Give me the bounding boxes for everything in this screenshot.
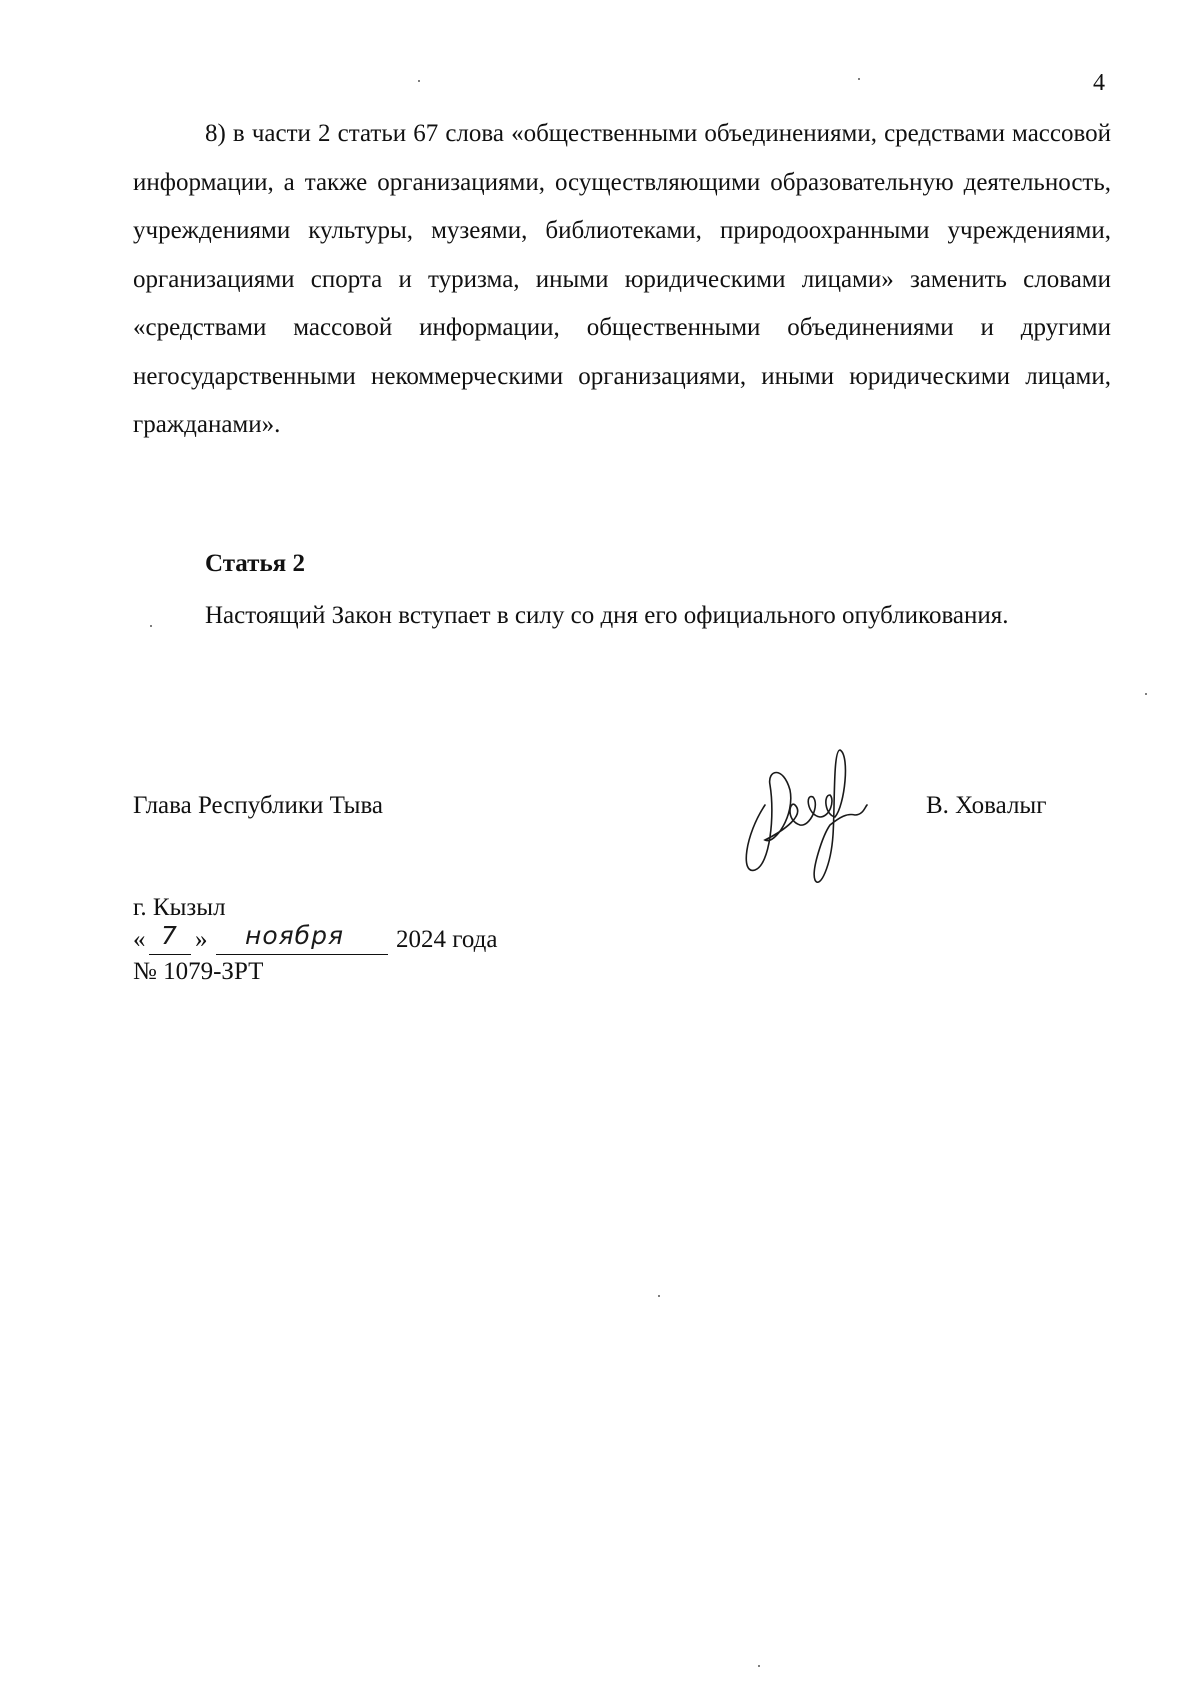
- article2-paragraph: Настоящий Закон вступает в силу со дня его официального опубликования.: [205, 602, 1009, 629]
- signer-title: Глава Республики Тыва: [133, 792, 384, 819]
- scan-speck: [150, 625, 152, 627]
- date-close-quote: »: [195, 926, 208, 953]
- city-label: г. Кызыл: [133, 894, 226, 921]
- date-month-handwritten: ноября: [245, 921, 345, 950]
- signing-date: [133, 921, 553, 957]
- signer-name: В. Ховалыг: [926, 792, 1047, 819]
- handwritten-signature: [735, 745, 895, 895]
- page-number: 4: [1093, 70, 1105, 96]
- document-number: № 1079-ЗРТ: [133, 958, 264, 985]
- article2-heading: Статья 2: [205, 550, 305, 577]
- scan-speck: [758, 1665, 760, 1667]
- date-year: 2024 года: [396, 926, 498, 953]
- date-open-quote: «: [133, 926, 146, 953]
- scan-speck: [858, 78, 860, 80]
- scan-speck: [658, 1295, 660, 1297]
- scan-speck: [1145, 693, 1147, 695]
- scan-speck: [418, 80, 420, 82]
- date-day-handwritten: 7: [161, 921, 178, 950]
- article1-item8-paragraph: 8) в части 2 статьи 67 слова «общественными объединениями, средствами массовой информации, а также организациями, осуществляющими образовательную деятельность, учреждениями культуры, музеями, библиотеками, природоохранными учреждениями, организациями спорта и туризма, иными юридическими лицами» заменить словами «средствами массовой информации, общественными объединениями и другими негосударственными некоммерческими организациями, иными юридическими лицами, гражданами».: [133, 120, 1111, 438]
